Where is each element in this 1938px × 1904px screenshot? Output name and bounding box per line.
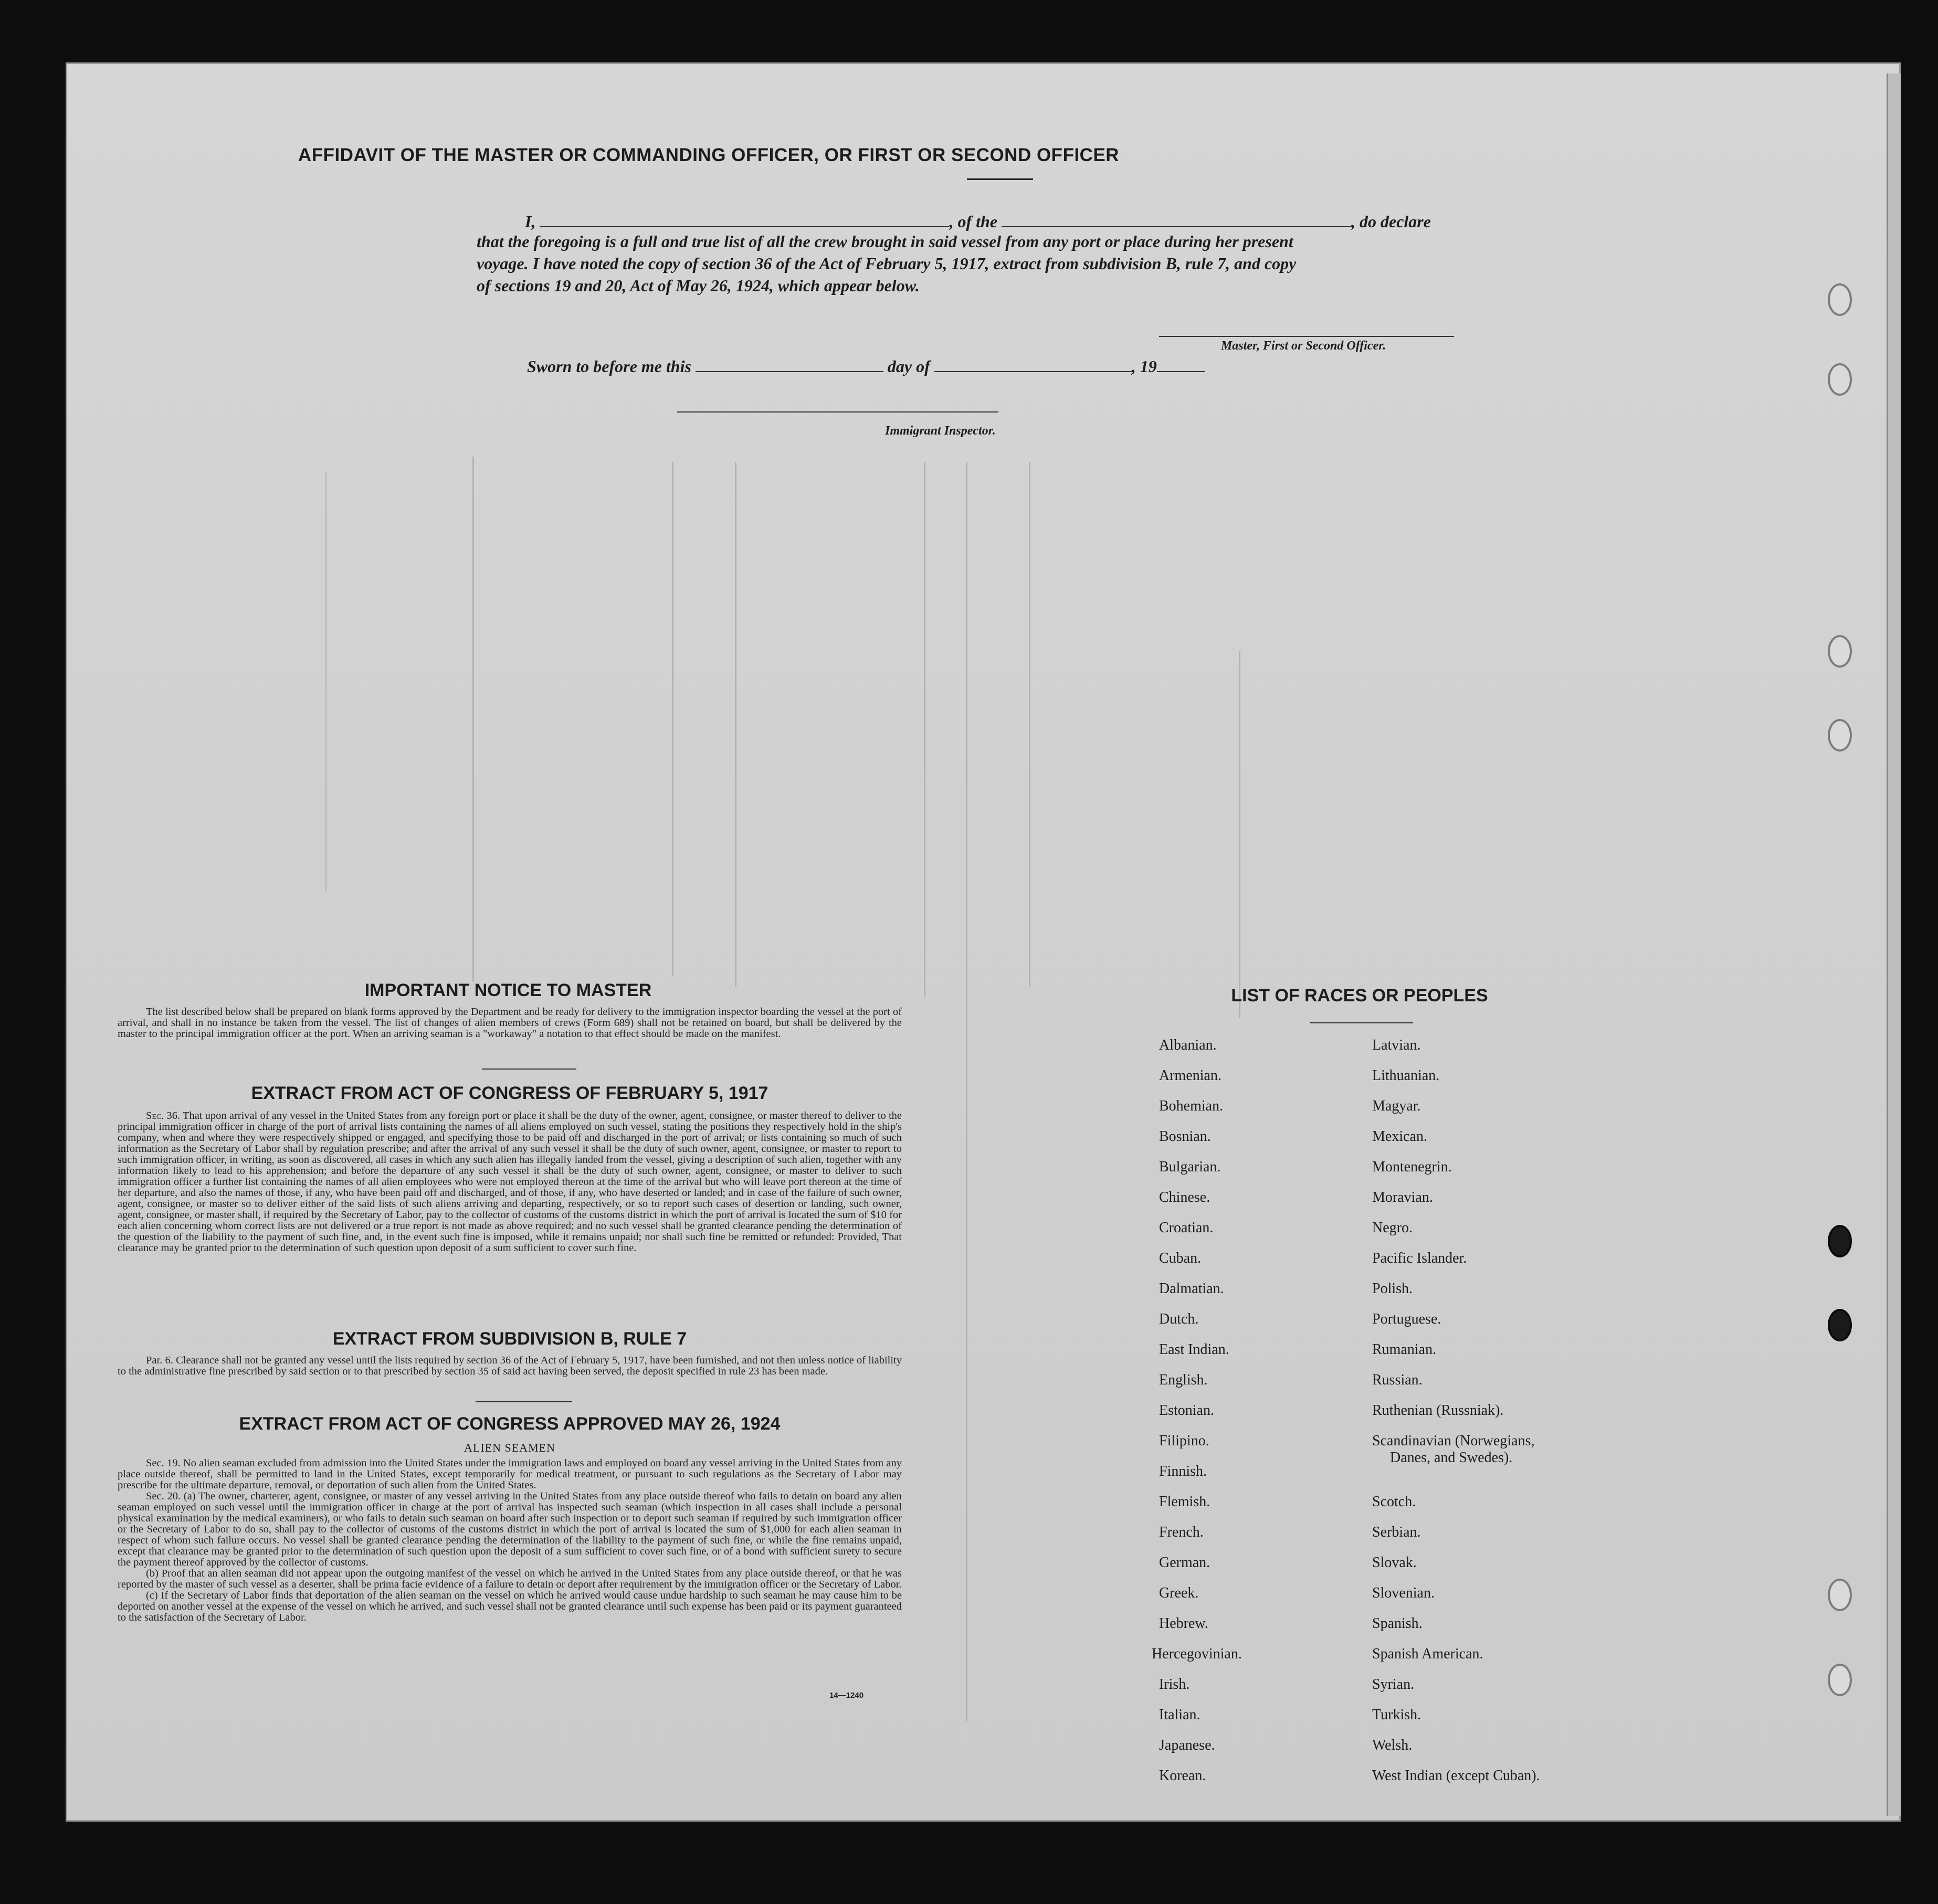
sworn-prefix: Sworn to before me this <box>527 357 691 376</box>
race-item: German. <box>1159 1554 1210 1571</box>
race-item: Slovenian. <box>1372 1585 1435 1601</box>
notice-title: IMPORTANT NOTICE TO MASTER <box>364 980 652 1000</box>
affidavit-title: AFFIDAVIT OF THE MASTER OR COMMANDING OFFICER, OR FIRST OR SECOND OFFICER <box>298 145 1120 165</box>
day-blank <box>696 358 883 372</box>
race-item: Scotch. <box>1372 1494 1416 1510</box>
affidavit-of-the: , of the <box>949 212 997 231</box>
race-item: Turkish. <box>1372 1707 1421 1723</box>
bleed-through-line <box>325 472 326 892</box>
extract-1917-title: EXTRACT FROM ACT OF CONGRESS OF FEBRUARY 5, 1917 <box>251 1083 768 1103</box>
race-item: Russian. <box>1372 1372 1423 1388</box>
rule7-body <box>118 1355 902 1377</box>
race-item: Lithuanian. <box>1372 1067 1440 1084</box>
race-item: Irish. <box>1159 1676 1190 1693</box>
inspector-label: Immigrant Inspector. <box>885 424 996 438</box>
affidavit-line3: voyage. I have noted the copy of section 36 of the Act of February 5, 1917, extract from subdivision B, rule 7, and copy <box>477 254 1297 273</box>
race-item: Japanese. <box>1159 1737 1215 1753</box>
sec19-text: Sec. 19. No alien seaman excluded from admission into the United States under the immigration laws and employed on board any vessel arriving in the United States from any place outside thereof, shall be permitted to land in the United States, except temporarily for medical treatment, or pursuant to such regulations as the Secretary of Labor may prescribe for the ultimate departure, removal, or deportation of such alien from the United States. <box>118 1457 902 1491</box>
form-number: 14—1240 <box>829 1691 864 1700</box>
races-right-column <box>1368 1037 1609 1787</box>
month-blank <box>934 358 1132 372</box>
extract-1917-body <box>118 1110 902 1254</box>
divider <box>1310 1022 1413 1023</box>
race-item: Finnish. <box>1159 1463 1207 1479</box>
sec20b-text: (b) Proof that an alien seaman did not appear upon the outgoing manifest of the vessel on which he arrived in the United States from any place outside thereof, or that he was reported by the master of such vessel as a deserter, shall be prima facie evidence of a failure to detain or deport after requirement by the immigration officer or the Secretary of Labor. <box>118 1568 902 1590</box>
race-item: Cuban. <box>1159 1250 1202 1266</box>
race-item: Latvian. <box>1372 1037 1421 1053</box>
sec36-paragraph <box>118 1110 902 1254</box>
race-item: Albanian. <box>1159 1037 1217 1053</box>
binder-hole <box>1828 1309 1852 1341</box>
binder-hole <box>1828 719 1852 752</box>
race-item: Croatian. <box>1159 1220 1214 1236</box>
race-item: Korean. <box>1159 1768 1206 1784</box>
binder-hole <box>1828 635 1852 668</box>
bleed-through-line <box>1029 462 1030 987</box>
race-item: Rumanian. <box>1372 1341 1437 1358</box>
race-item: Welsh. <box>1372 1737 1413 1753</box>
race-item: Montenegrin. <box>1372 1159 1452 1175</box>
race-item: Spanish American. <box>1372 1646 1483 1662</box>
notice-text: The list described below shall be prepared on blank forms approved by the Department and be ready for delivery to the immigration inspector boarding the vessel at the port of arrival, and shall in no instance be taken from the vessel. The list of changes of alien members of crews (Form 689) shall not be retained on board, but shall be delivered by the master to the principal immigration officer at the port. When an arriving seaman is a "workaway" a notation to that effect should be made on the manifest. <box>118 1006 902 1040</box>
alien-seamen-subtitle: ALIEN SEAMEN <box>464 1441 555 1454</box>
affidavit-declare: , do declare <box>1351 212 1431 231</box>
binder-hole <box>1828 283 1852 316</box>
race-item: Filipino. <box>1159 1433 1209 1449</box>
race-item: Slovak. <box>1372 1554 1417 1571</box>
divider <box>482 1069 576 1070</box>
race-item: Estonian. <box>1159 1402 1214 1419</box>
page-edge <box>1887 73 1901 1816</box>
race-item: English. <box>1159 1372 1208 1388</box>
bleed-through-line <box>1239 651 1240 1018</box>
race-item: Moravian. <box>1372 1189 1433 1205</box>
race-item: East Indian. <box>1159 1341 1229 1358</box>
race-item: Bulgarian. <box>1159 1159 1221 1175</box>
sec20a-text: Sec. 20. (a) The owner, charterer, agent, consignee, or master of any vessel arriving in the United States from any place outside thereof who fails to detain on board any alien seaman employed on such vessel until the immigration officer in charge at the port of arrival has inspected such seaman (which inspection in all cases shall include a personal physical examination by the medical examiners), or who fails to detain such seaman on board after such inspection or to deport such seaman if required by such immigration officer or the Secretary of Labor to do so, shall pay to the collector of customs of the customs district in which the port of arrival is located the sum of $1,000 for each alien seaman in respect of whom such failure occurs. No vessel shall be granted clearance pending the determination of the liability to the payment of such fine, or while the fine remains unpaid, except that clearance may be granted prior to the determination of such question upon the deposit of a sum sufficient to cover such fine, or of a bond with sufficient surety to secure the payment thereof approved by the collector of customs. <box>118 1490 902 1568</box>
race-item: Magyar. <box>1372 1098 1421 1114</box>
race-item: Ruthenian (Russniak). <box>1372 1402 1504 1419</box>
race-item: Spanish. <box>1372 1615 1423 1632</box>
race-item: French. <box>1159 1524 1204 1540</box>
divider <box>967 178 1033 180</box>
race-item: Serbian. <box>1372 1524 1421 1540</box>
sworn-line <box>527 357 1205 376</box>
race-item: Negro. <box>1372 1220 1413 1236</box>
extract-1924-title: EXTRACT FROM ACT OF CONGRESS APPROVED MAY 26, 1924 <box>239 1414 781 1434</box>
races-left-column <box>1152 1037 1375 1787</box>
race-item: Polish. <box>1372 1281 1413 1297</box>
race-item: Flemish. <box>1159 1494 1210 1510</box>
binder-hole <box>1828 1664 1852 1696</box>
notice-body <box>118 1007 902 1040</box>
bleed-through-line <box>924 462 925 997</box>
bleed-through-line <box>966 462 967 1721</box>
affidavit-line2: that the foregoing is a full and true list of all the crew brought in said vessel from any port or place during her present <box>477 232 1293 251</box>
master-signature-label: Master, First or Second Officer. <box>1221 339 1386 353</box>
vessel-blank <box>1002 214 1351 227</box>
sec36-text: That upon arrival of any vessel in the United States from any foreign port or place it shall be the duty of the owner, agent, consignee, or master thereof to deliver to the principal immigration officer in charge of the port of arrival lists containing the names of all aliens employed on such vessel, stating the positions they respectively hold in the ship's company, when and where they were respectively shipped or engaged, and specifying those to be paid off and discharged in the port of arrival; or lists containing so much of such information as the Secretary of Labor shall by regulation prescribe; and after the arrival of any such vessel it shall be the duty of such owner, agent, consignee, or master to report to such immigration officer, in writing, as soon as discovered, all cases in which any such alien has illegally landed from the vessel, giving a description of such alien, together with any information likely to lead to his apprehension; and before the departure of any such vessel it shall be the duty of such owner, agent, consignee, or master to deliver to such immigration officer a further list containing the names of all alien employees who were not employed thereon at the time of the arrival but who will leave port thereon at the time of her departure, and also the names of those, if any, who have been paid off and discharged, and of those, if any, who have deserted or landed; and in case of the failure of such owner, agent, consignee, or master so to deliver either of the said lists of such aliens arriving and departing, respectively, or so to report such cases of desertion or landing, such owner, agent, consignee, or master shall, if required by the Secretary of Labor, pay to the collector of customs of the customs district in which the port of arrival is located the sum of $10 for each alien concerning whom correct lists are not delivered or a true report is not made as above required; and no such vessel shall be granted clearance pending the determination of the question of the liability to the payment of such fine, and, in the event such fine is imposed, while it remains unpaid; nor shall such fine be remitted or refunded: Provided, That clearance may be granted prior to the determination of such question upon deposit of a sum sufficient to cover such fine. <box>118 1110 902 1254</box>
signature-line <box>1159 336 1454 337</box>
rule7-title: EXTRACT FROM SUBDIVISION B, RULE 7 <box>332 1329 687 1349</box>
rule7-text: Par. 6. Clearance shall not be granted any vessel until the lists required by section 36 of the Act of February 5, 1917, have been furnished, and not then unless notice of liability to the administrative fine prescribed by said section or to that prescribed by section 35 of said act having been served, the deposit specified in rule 23 has been made. <box>118 1355 902 1377</box>
race-item: Dutch. <box>1159 1311 1199 1327</box>
race-item: Italian. <box>1159 1707 1200 1723</box>
race-item: Scandinavian (Norwegians, <box>1372 1433 1535 1449</box>
race-item-continuation: Danes, and Swedes). <box>1390 1450 1513 1466</box>
bleed-through-line <box>472 457 474 981</box>
race-item: Chinese. <box>1159 1189 1210 1205</box>
affidavit-line4: of sections 19 and 20, Act of May 26, 1924, which appear below. <box>477 276 920 295</box>
sworn-day-of: day of <box>887 357 930 376</box>
races-title: LIST OF RACES OR PEOPLES <box>1231 986 1488 1006</box>
year-blank <box>1157 358 1205 372</box>
binder-hole <box>1828 1579 1852 1611</box>
race-item: Armenian. <box>1159 1067 1221 1084</box>
race-item: Hercegovinian. <box>1152 1646 1242 1662</box>
extract-1924-body <box>118 1458 902 1623</box>
affidavit-i: I, <box>525 212 536 231</box>
race-item: West Indian (except Cuban). <box>1372 1768 1540 1784</box>
affidavit-line1 <box>525 212 1431 231</box>
divider <box>476 1401 572 1402</box>
bleed-through-line <box>735 462 736 987</box>
sec36-label: Sec. 36. <box>146 1110 181 1122</box>
sec20c-text: (c) If the Secretary of Labor finds that deportation of the alien seaman on the vessel on which he arrived would cause undue hardship to such seaman he may cause him to be deported on another vessel at the expense of the vessel on which he arrived, and such vessel shall not be granted clearance until such expense has been paid or its payment guaranteed to the satisfaction of the Secretary of Labor. <box>118 1590 902 1623</box>
race-item: Hebrew. <box>1159 1615 1208 1632</box>
race-item: Syrian. <box>1372 1676 1415 1693</box>
race-item: Bohemian. <box>1159 1098 1224 1114</box>
race-item: Mexican. <box>1372 1128 1427 1145</box>
binder-hole <box>1828 363 1852 396</box>
race-item: Greek. <box>1159 1585 1199 1601</box>
sworn-year: , 19 <box>1131 357 1157 376</box>
inspector-signature-line <box>677 411 998 412</box>
name-blank <box>540 214 949 227</box>
race-item: Portuguese. <box>1372 1311 1441 1327</box>
race-item: Dalmatian. <box>1159 1281 1224 1297</box>
binder-hole <box>1828 1225 1852 1257</box>
bleed-through-line <box>672 462 673 976</box>
race-item: Pacific Islander. <box>1372 1250 1467 1266</box>
race-item: Bosnian. <box>1159 1128 1211 1145</box>
